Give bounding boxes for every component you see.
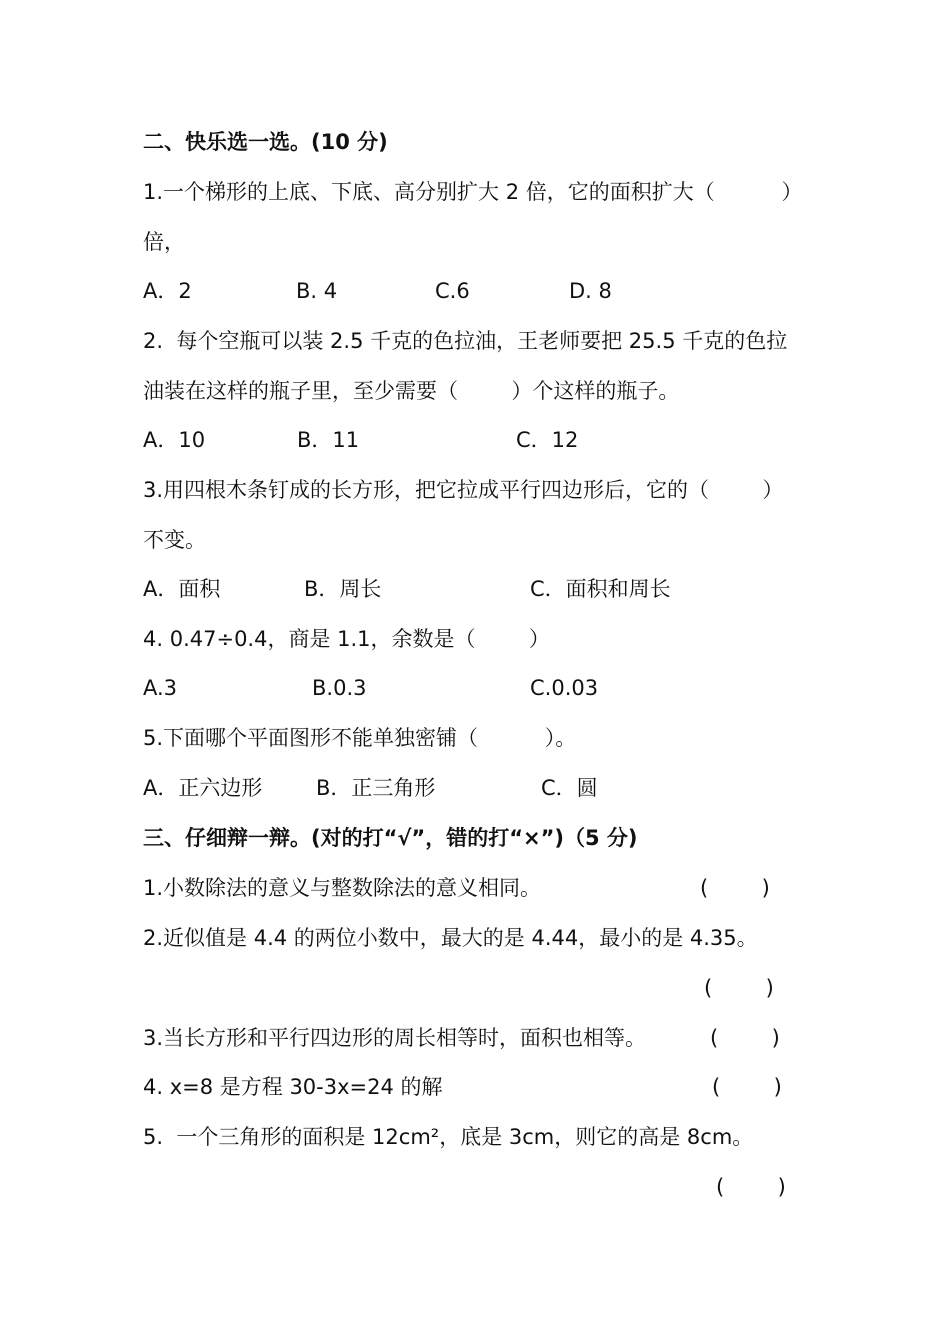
question-1-option-c: C.6 xyxy=(435,279,470,303)
section-3-heading: 三、仔细辩一辩。(对的打“√”，错的打“×”)（5 分) xyxy=(143,826,638,850)
judgement-5-answer-blank: ( ) xyxy=(716,1175,786,1199)
question-3-option-a: A．面积 xyxy=(143,577,221,601)
question-2-option-c: C．12 xyxy=(516,428,579,452)
question-5-line-1: 5.下面哪个平面图形不能单独密铺（ ）。 xyxy=(143,726,577,750)
question-5-option-b: B．正三角形 xyxy=(316,776,436,800)
judgement-4-text: 4. x=8 是方程 30-3x=24 的解 xyxy=(143,1075,443,1099)
question-5-option-c: C．圆 xyxy=(541,776,598,800)
question-3-option-b: B．周长 xyxy=(304,577,382,601)
question-1-option-b: B. 4 xyxy=(296,279,338,303)
question-1-line-2: 倍， xyxy=(143,230,185,254)
judgement-4-answer-blank: ( ) xyxy=(712,1075,782,1099)
question-5-option-a: A．正六边形 xyxy=(143,776,263,800)
question-2-line-1: 2. 每个空瓶可以装 2.5 千克的色拉油，王老师要把 25.5 千克的色拉 xyxy=(143,329,788,353)
judgement-2-text: 2.近似值是 4.4 的两位小数中，最大的是 4.44，最小的是 4.35。 xyxy=(143,926,758,950)
judgement-1-text: 1.小数除法的意义与整数除法的意义相同。 xyxy=(143,876,542,900)
question-4-option-b: B.0.3 xyxy=(312,676,367,700)
question-3-option-c: C．面积和周长 xyxy=(530,577,671,601)
question-4-option-a: A.3 xyxy=(143,676,178,700)
judgement-1-answer-blank: ( ) xyxy=(700,876,770,900)
section-2-heading: 二、快乐选一选。(10 分) xyxy=(143,130,388,154)
question-2-option-b: B．11 xyxy=(297,428,360,452)
question-1-option-a: A．2 xyxy=(143,279,192,303)
judgement-3-text: 3.当长方形和平行四边形的周长相等时，面积也相等。 xyxy=(143,1026,647,1050)
question-2-line-2: 油装在这样的瓶子里，至少需要（ ）个这样的瓶子。 xyxy=(143,379,680,403)
judgement-5-text: 5. 一个三角形的面积是 12cm²，底是 3cm，则它的高是 8cm。 xyxy=(143,1125,754,1149)
question-4-option-c: C.0.03 xyxy=(530,676,599,700)
judgement-2-answer-blank: ( ) xyxy=(704,976,774,1000)
question-1-line-1: 1.一个梯形的上底、下底、高分别扩大 2 倍，它的面积扩大（ ） xyxy=(143,180,803,204)
question-3-line-1: 3.用四根木条钉成的长方形，把它拉成平行四边形后，它的（ ） xyxy=(143,478,784,502)
question-4-line-1: 4. 0.47÷0.4，商是 1.1，余数是（ ） xyxy=(143,627,550,651)
question-3-line-2: 不变。 xyxy=(143,528,206,552)
question-2-option-a: A．10 xyxy=(143,428,206,452)
judgement-3-answer-blank: ( ) xyxy=(710,1026,780,1050)
question-1-option-d: D. 8 xyxy=(569,279,612,303)
